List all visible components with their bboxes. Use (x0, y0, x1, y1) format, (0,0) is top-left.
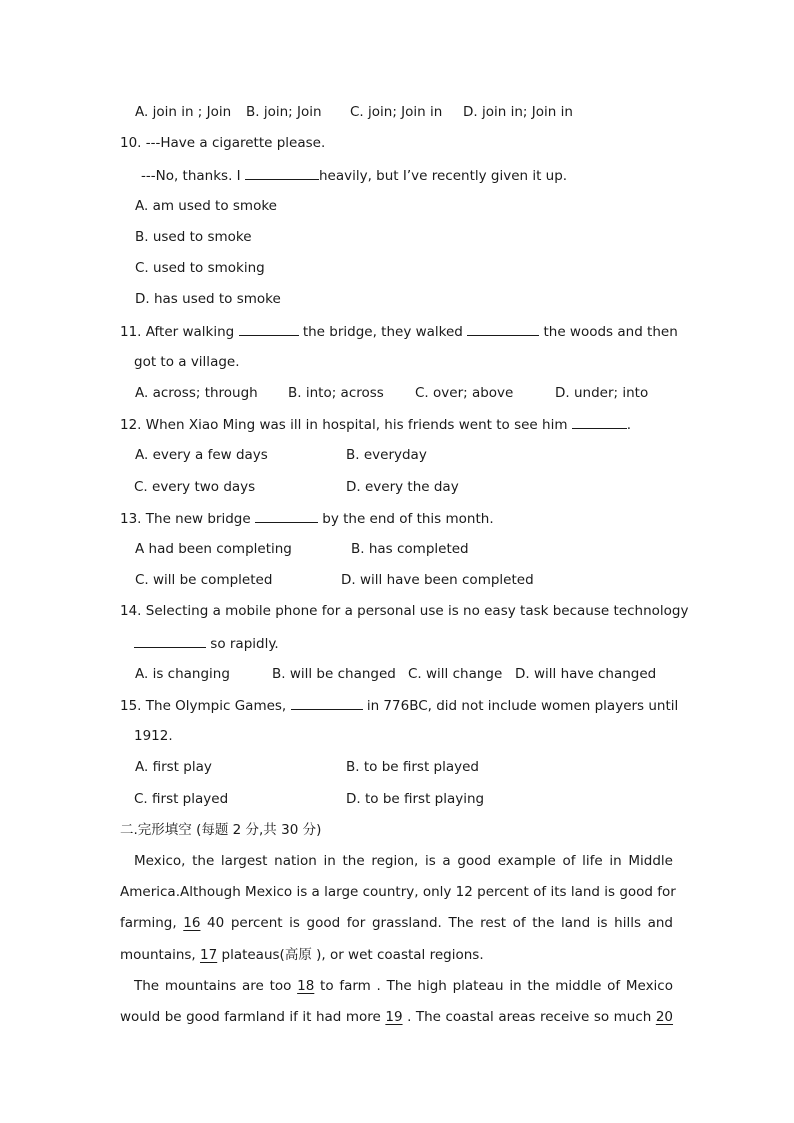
q12-stem: 12. When Xiao Ming was ill in hospital, his friends went to see him . (120, 417, 632, 433)
q15-stem-line2: 1912. (134, 728, 173, 744)
q10-reply: ---No, thanks. I heavily, but I’ve recently given it up. (141, 168, 568, 184)
q9-option-a: A. join in ; Join (135, 104, 232, 120)
q12-option-b: B. everyday (346, 447, 427, 463)
q10-option-a: A. am used to smoke (135, 198, 277, 214)
q14-option-d: D. will have changed (515, 666, 657, 682)
passage-line: America.Although Mexico is a large country, only 12 percent of its land is good for (120, 884, 676, 900)
q9-option-b: B. join; Join (246, 104, 322, 120)
q11-option-d: D. under; into (555, 385, 649, 401)
answer-blank (239, 322, 299, 336)
q14-stem-line2: so rapidly. (134, 634, 279, 653)
answer-blank (255, 509, 318, 523)
q15-option-d: D. to be first playing (346, 791, 485, 807)
answer-blank (467, 322, 539, 336)
q12-option-d: D. every the day (346, 479, 459, 495)
passage-line: Mexico, the largest nation in the region, is a good example of life in Middle (134, 853, 673, 869)
q15-stem: 15. The Olympic Games, in 776BC, did not include women players until (120, 698, 679, 714)
q13-option-b: B. has completed (351, 541, 469, 557)
q9-option-c: C. join; Join in (350, 104, 443, 120)
passage-line: mountains, 17 plateaus(高原 ), or wet coastal regions. (120, 947, 484, 963)
blank-number: 19 (385, 1009, 403, 1025)
passage-line: would be good farmland if it had more 19 . The coastal areas receive so much 20 (120, 1009, 674, 1025)
answer-blank (572, 415, 627, 429)
q13-option-a: A had been completing (135, 541, 292, 557)
q10-option-c: C. used to smoking (135, 260, 265, 276)
q13-stem: 13. The new bridge by the end of this month. (120, 511, 494, 527)
q14-option-b: B. will be changed (272, 666, 396, 682)
q14-stem: 14. Selecting a mobile phone for a personal use is no easy task because technology (120, 603, 689, 619)
passage-line: The mountains are too 18 to farm . The high plateau in the middle of Mexico (134, 978, 673, 994)
q14-option-a: A. is changing (135, 666, 230, 682)
q15-option-b: B. to be first played (346, 759, 479, 775)
answer-blank (134, 634, 206, 648)
answer-blank (291, 696, 363, 710)
q15-option-c: C. first played (134, 791, 229, 807)
blank-number: 18 (297, 978, 315, 994)
passage-line: farming, 16 40 percent is good for grassland. The rest of the land is hills and (120, 915, 673, 931)
blank-number: 17 (200, 947, 218, 963)
q10-stem: 10. ---Have a cigarette please. (120, 135, 326, 151)
q12-option-c: C. every two days (134, 479, 256, 495)
q13-option-c: C. will be completed (135, 572, 273, 588)
q14-option-c: C. will change (408, 666, 503, 682)
q11-option-a: A. across; through (135, 385, 258, 401)
q11-option-c: C. over; above (415, 385, 514, 401)
blank-number: 20 (655, 1009, 674, 1025)
q9-option-d: D. join in; Join in (463, 104, 573, 120)
blank-number: 16 (183, 915, 201, 931)
q11-stem-line2: got to a village. (134, 354, 240, 370)
answer-blank (245, 166, 319, 180)
q11-stem: 11. After walking the bridge, they walked the woods and then (120, 324, 678, 340)
q12-option-a: A. every a few days (135, 447, 268, 463)
q13-option-d: D. will have been completed (341, 572, 534, 588)
section-heading: 二.完形填空 (每题 2 分,共 30 分) (120, 822, 322, 838)
q15-option-a: A. first play (135, 759, 212, 775)
q10-option-b: B. used to smoke (135, 229, 252, 245)
q11-option-b: B. into; across (288, 385, 384, 401)
q10-option-d: D. has used to smoke (135, 291, 281, 307)
